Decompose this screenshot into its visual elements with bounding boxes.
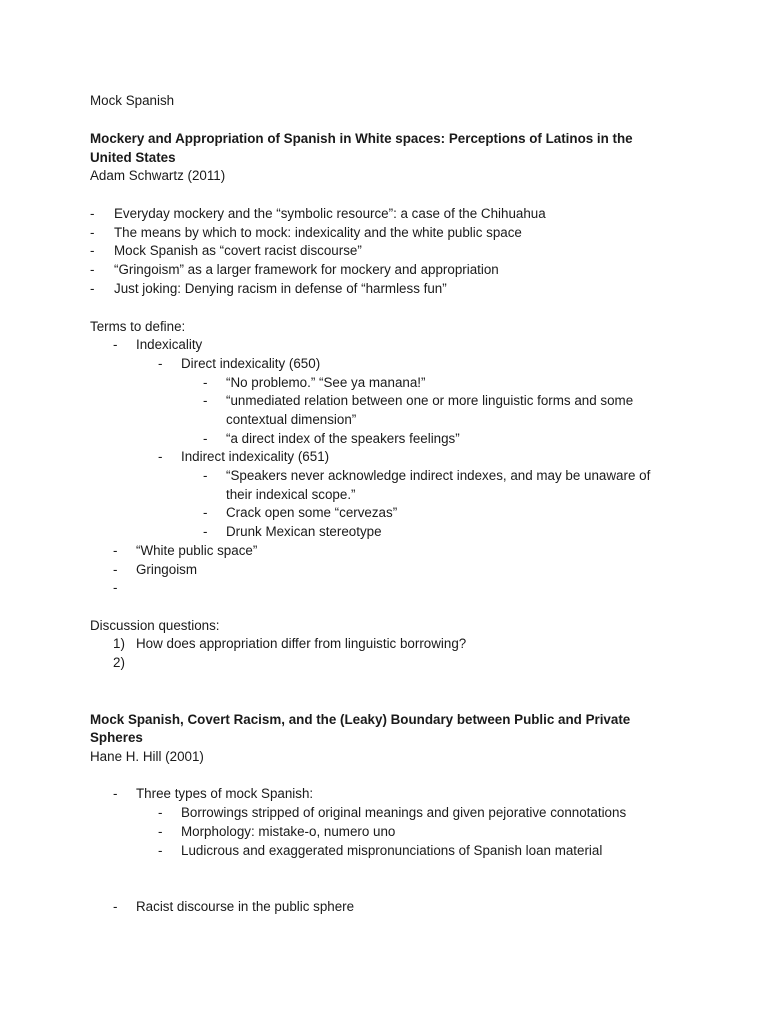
racist-discourse-item: Racist discourse in the public sphere (136, 899, 355, 914)
bullet-dash: - (90, 243, 95, 258)
list-item: “No problemo.” “See ya manana!” (226, 375, 426, 390)
section2-title-line1: Mock Spanish, Covert Racism, and the (Leaky) Boundary between Public and Private (90, 712, 631, 727)
list-item: “unmediated relation between one or more linguistic forms and some (226, 393, 634, 408)
section2-author: Hane H. Hill (2001) (90, 749, 204, 764)
bullet-dash: - (113, 786, 118, 801)
bullet-dash: - (90, 225, 95, 240)
bullet-dash: - (203, 468, 208, 483)
list-item: Morphology: mistake-o, numero uno (181, 824, 396, 839)
list-item: Mock Spanish as “covert racist discourse” (114, 243, 362, 258)
list-item: Drunk Mexican stereotype (226, 524, 382, 539)
bullet-dash: - (90, 206, 95, 221)
bullet-dash: - (158, 805, 163, 820)
section1-title-line2: United States (90, 150, 176, 165)
question-number: 1) (113, 636, 125, 651)
list-item: Ludicrous and exaggerated mispronunciations of Spanish loan material (181, 843, 603, 858)
bullet-dash: - (158, 449, 163, 464)
list-item: Just joking: Denying racism in defense of “harmless fun” (114, 281, 447, 296)
term-indexicality: Indexicality (136, 337, 203, 352)
list-item-continuation: their indexical scope.” (226, 487, 356, 502)
bullet-dash: - (113, 580, 118, 595)
term-indirect-indexicality: Indirect indexicality (651) (181, 449, 330, 464)
section1-title-line1: Mockery and Appropriation of Spanish in White spaces: Perceptions of Latinos in the (90, 131, 633, 146)
list-item: “a direct index of the speakers feelings” (226, 431, 460, 446)
section1-author: Adam Schwartz (2011) (90, 168, 226, 183)
types-heading: Three types of mock Spanish: (136, 786, 314, 801)
bullet-dash: - (203, 431, 208, 446)
question-text: How does appropriation differ from linguistic borrowing? (136, 636, 467, 651)
bullet-dash: - (158, 356, 163, 371)
term-direct-indexicality: Direct indexicality (650) (181, 356, 321, 371)
list-item: Crack open some “cervezas” (226, 505, 398, 520)
bullet-dash: - (113, 543, 118, 558)
list-item: The means by which to mock: indexicality and the white public space (114, 225, 522, 240)
bullet-dash: - (90, 281, 95, 296)
list-item: Borrowings stripped of original meanings and given pejorative connotations (181, 805, 627, 820)
bullet-dash: - (158, 843, 163, 858)
question-number: 2) (113, 655, 125, 670)
bullet-dash: - (203, 393, 208, 408)
bullet-dash: - (158, 824, 163, 839)
bullet-dash: - (113, 562, 118, 577)
list-item: “Gringoism” as a larger framework for mockery and appropriation (114, 262, 499, 277)
bullet-dash: - (113, 899, 118, 914)
bullet-dash: - (203, 375, 208, 390)
section2-title-line2: Spheres (90, 730, 143, 745)
bullet-dash: - (113, 337, 118, 352)
bullet-dash: - (203, 524, 208, 539)
list-item-continuation: contextual dimension” (226, 412, 357, 427)
term-gringoism: Gringoism (136, 562, 198, 577)
list-item: “Speakers never acknowledge indirect indexes, and may be unaware of (226, 468, 651, 483)
document-title: Mock Spanish (90, 93, 175, 108)
terms-heading: Terms to define: (90, 319, 186, 334)
discussion-heading: Discussion questions: (90, 618, 220, 633)
bullet-dash: - (203, 505, 208, 520)
list-item: Everyday mockery and the “symbolic resource”: a case of the Chihuahua (114, 206, 546, 221)
bullet-dash: - (90, 262, 95, 277)
term-white-public-space: “White public space” (136, 543, 258, 558)
